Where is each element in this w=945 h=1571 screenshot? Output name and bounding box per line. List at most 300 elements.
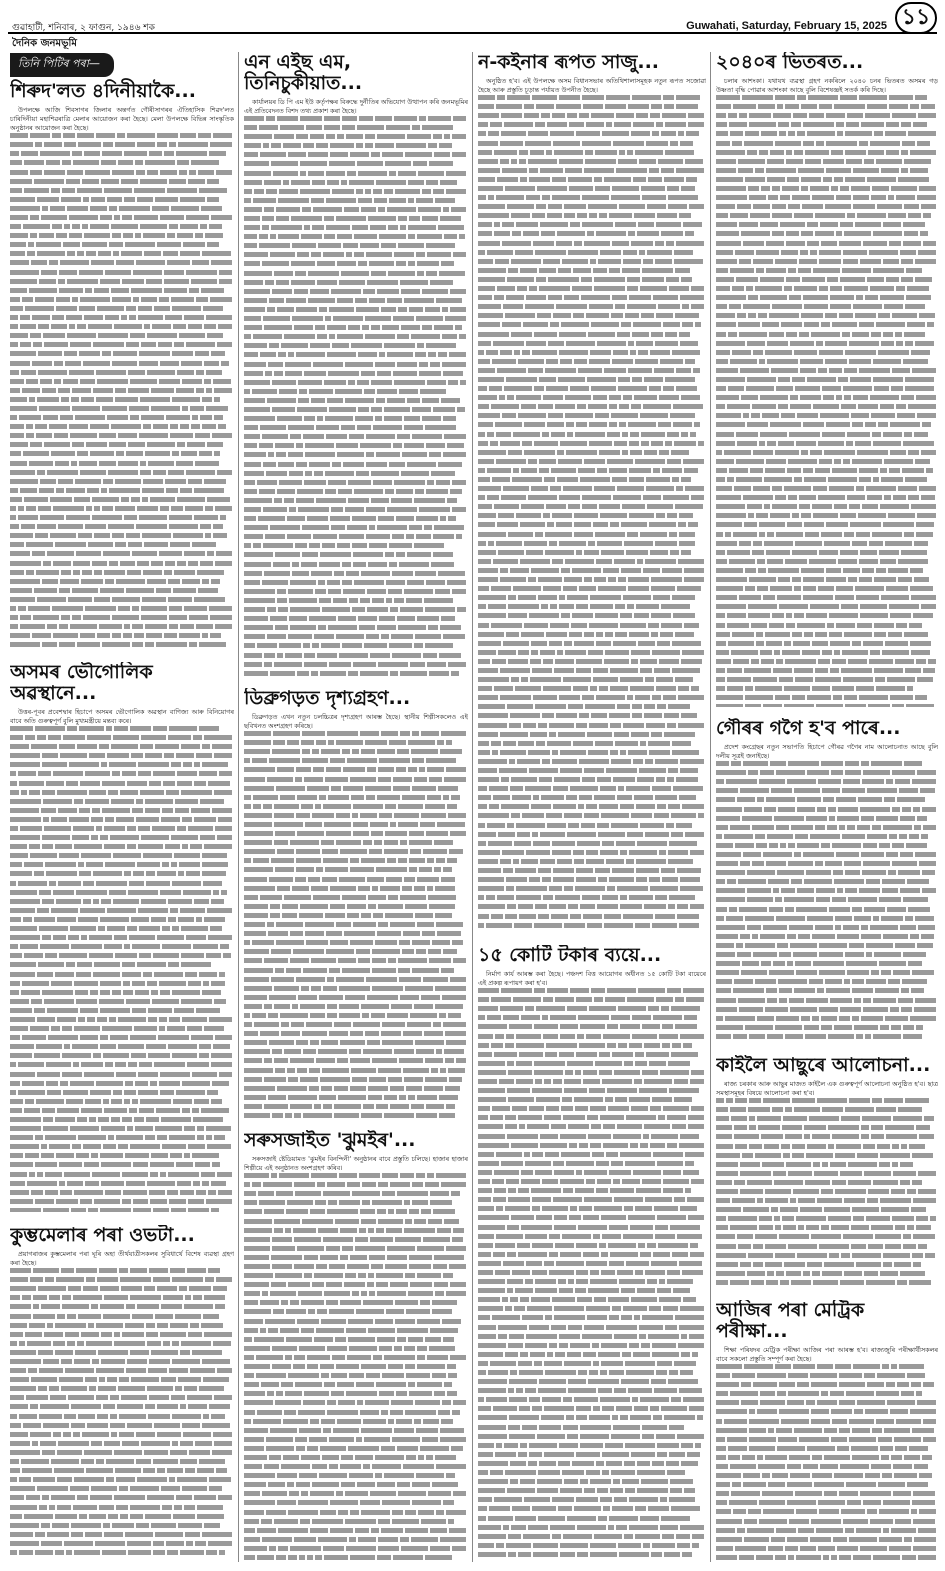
text-glyph-run [432, 1373, 446, 1378]
text-glyph-run [273, 562, 290, 567]
text-glyph-run [561, 322, 589, 327]
text-glyph-run [81, 935, 87, 940]
text-glyph-run [157, 133, 178, 138]
text-glyph-run [253, 804, 261, 809]
text-glyph-run [418, 1455, 424, 1460]
text-glyph-run [640, 668, 652, 673]
text-glyph-run [339, 1004, 359, 1009]
text-glyph-run [172, 881, 201, 886]
text-glyph-run [478, 377, 504, 382]
text-glyph-run [565, 395, 591, 400]
article-headline[interactable]: অসমৰ ভৌগোলিক অৱস্থানে... [10, 662, 153, 704]
text-glyph-run [564, 923, 585, 928]
text-glyph-run [378, 1537, 398, 1542]
text-glyph-run [670, 413, 695, 418]
text-glyph-run [204, 479, 226, 484]
text-glyph-run [609, 1315, 619, 1320]
text-glyph-run [431, 1068, 438, 1073]
text-glyph-run [682, 650, 704, 655]
text-glyph-run [124, 1090, 136, 1095]
text-glyph-run [559, 350, 588, 355]
text-glyph-run [10, 771, 16, 776]
text-glyph-run [423, 653, 437, 658]
text-glyph-run [651, 1134, 678, 1139]
text-glyph-run [44, 170, 65, 175]
text-glyph-run [596, 1161, 609, 1166]
article-headline[interactable]: শিৰুদ'লত ৪দিনীয়াকৈ... [10, 80, 196, 102]
text-glyph-run [662, 1043, 670, 1048]
text-glyph-run [356, 471, 369, 476]
text-glyph-run [570, 1206, 577, 1211]
text-glyph-run [416, 1049, 434, 1054]
text-glyph-run [532, 1206, 540, 1211]
text-glyph-run [327, 1004, 337, 1009]
text-glyph-run [292, 562, 299, 567]
text-glyph-run [340, 1228, 357, 1233]
text-glyph-run [21, 151, 38, 156]
text-glyph-run [29, 844, 40, 849]
text-glyph-run [167, 1468, 183, 1473]
text-glyph-run [445, 1058, 454, 1063]
text-glyph-run [311, 571, 332, 576]
text-glyph-run [576, 1243, 597, 1248]
text-glyph-run [244, 225, 260, 230]
text-glyph-run [77, 133, 94, 138]
text-glyph-run [147, 579, 166, 584]
text-glyph-run [631, 813, 652, 818]
text-glyph-run [609, 1170, 631, 1175]
text-glyph-run [441, 1182, 466, 1187]
text-glyph-run [685, 359, 695, 364]
article-headline[interactable]: সৰুসজাইত 'ঝুমইৰ'... [244, 1130, 416, 1151]
text-glyph-run [85, 288, 92, 293]
text-glyph-run [221, 361, 229, 366]
text-glyph-run [505, 313, 535, 318]
text-glyph-run [80, 297, 110, 302]
text-glyph-run [167, 1190, 178, 1195]
text-glyph-run [10, 908, 35, 913]
text-glyph-run [425, 607, 455, 612]
text-glyph-run [21, 370, 36, 375]
body-text-lines [478, 95, 706, 932]
text-glyph-run [397, 1328, 428, 1333]
text-glyph-run [69, 424, 88, 429]
article-headline[interactable]: ডিব্ৰুগড়ত দৃশ্যগ্ৰহণ... [244, 688, 411, 709]
text-glyph-run [442, 334, 457, 339]
text-glyph-run [437, 1228, 451, 1233]
text-glyph-run [132, 1008, 146, 1013]
text-glyph-run [599, 1070, 612, 1075]
text-glyph-run [689, 1406, 704, 1411]
text-glyph-run [152, 206, 169, 211]
text-glyph-run [140, 461, 146, 466]
text-glyph-run [212, 1450, 232, 1455]
text-glyph-run [301, 804, 313, 809]
text-glyph-run [160, 506, 169, 511]
text-glyph-run [19, 781, 44, 786]
text-glyph-run [546, 150, 552, 155]
text-glyph-run [361, 1364, 386, 1369]
text-glyph-run [683, 1397, 704, 1402]
text-glyph-run [265, 280, 274, 285]
text-glyph-run [503, 1261, 524, 1266]
text-glyph-run [478, 732, 498, 737]
text-glyph-run [654, 1388, 677, 1393]
text-glyph-run [78, 917, 98, 922]
text-glyph-run [366, 977, 397, 982]
text-glyph-run [309, 1437, 327, 1442]
text-glyph-run [543, 395, 563, 400]
text-glyph-run [615, 222, 636, 227]
text-glyph-run [419, 507, 450, 512]
text-glyph-run [358, 407, 369, 412]
text-glyph-run [312, 749, 319, 754]
text-glyph-run [10, 170, 28, 175]
text-glyph-run [172, 990, 200, 995]
text-glyph-run [404, 425, 423, 430]
text-glyph-run [214, 388, 232, 393]
text-glyph-run [408, 1095, 415, 1100]
text-glyph-run [540, 650, 555, 655]
text-glyph-run [252, 940, 274, 945]
text-glyph-run [281, 1382, 293, 1387]
text-glyph-run [285, 653, 302, 658]
text-glyph-run [63, 242, 80, 247]
text-glyph-run [160, 1172, 166, 1177]
text-glyph-run [62, 160, 71, 165]
text-glyph-run [564, 813, 582, 818]
text-glyph-run [305, 922, 334, 927]
text-glyph-run [114, 935, 127, 940]
text-glyph-run [428, 895, 456, 900]
text-glyph-run [296, 443, 303, 448]
text-glyph-run [34, 179, 64, 184]
text-glyph-run [598, 1388, 612, 1393]
text-glyph-run [163, 1341, 170, 1346]
text-glyph-run [194, 817, 216, 822]
text-glyph-run [404, 1228, 435, 1233]
text-glyph-run [429, 161, 453, 166]
text-glyph-run [579, 759, 609, 764]
text-glyph-run [271, 225, 302, 230]
text-glyph-run [419, 371, 441, 376]
text-glyph-run [29, 461, 53, 466]
text-glyph-run [433, 552, 453, 557]
text-glyph-run [244, 589, 275, 594]
body-text-lines [10, 1268, 234, 1560]
text-glyph-run [606, 122, 612, 127]
text-glyph-run [658, 422, 671, 427]
text-glyph-run [194, 488, 224, 493]
text-glyph-run [356, 143, 363, 148]
text-glyph-run [612, 868, 634, 873]
text-glyph-run [451, 795, 460, 800]
text-glyph-run [43, 1359, 59, 1364]
text-glyph-run [89, 1117, 96, 1122]
text-glyph-run [634, 1315, 640, 1320]
text-glyph-run [645, 559, 676, 564]
text-glyph-run [349, 1473, 373, 1478]
text-glyph-run [534, 386, 544, 391]
text-glyph-run [384, 416, 402, 421]
text-glyph-run [26, 1495, 40, 1500]
article-headline[interactable]: কুম্ভমেলাৰ পৰা ওভটা... [10, 1225, 195, 1246]
text-glyph-run [452, 589, 466, 594]
text-glyph-run [244, 767, 275, 772]
text-glyph-run [439, 143, 452, 148]
text-glyph-run [568, 704, 583, 709]
text-glyph-run [24, 160, 44, 165]
text-glyph-run [681, 550, 691, 555]
text-glyph-run [634, 395, 657, 400]
text-glyph-run [420, 1446, 449, 1451]
text-glyph-run [378, 904, 403, 909]
text-glyph-run [141, 735, 166, 740]
text-glyph-run [67, 251, 75, 256]
text-glyph-run [276, 940, 304, 945]
text-glyph-run [334, 1113, 359, 1118]
text-glyph-run [504, 1443, 518, 1448]
text-glyph-run [23, 917, 32, 922]
text-glyph-run [597, 823, 609, 828]
text-glyph-run [440, 625, 461, 630]
text-glyph-run [478, 432, 485, 437]
text-glyph-run [338, 489, 352, 494]
text-glyph-run [620, 804, 634, 809]
text-glyph-run [666, 241, 674, 246]
text-glyph-run [586, 122, 604, 127]
text-glyph-run [326, 931, 342, 936]
text-glyph-run [67, 1181, 83, 1186]
article-lead: ডিব্ৰুগড়ত এখন নতুন চলচ্চিত্ৰৰ দৃশ্যগ্ৰহণ আৰম্ভ হৈছে। স্থানীয় শিল্পীসকলেও এই ছবিখনত অংশগ্ৰহণ কৰিছে। [244, 712, 468, 730]
article-headline[interactable]: ন-কইনাৰ ৰূপত সাজু... [478, 52, 660, 73]
text-glyph-run [288, 425, 314, 430]
text-glyph-run [64, 1541, 93, 1546]
text-glyph-run [544, 1361, 562, 1366]
text-glyph-run [276, 922, 303, 927]
text-glyph-run [412, 1482, 430, 1487]
text-glyph-run [219, 1550, 225, 1555]
text-glyph-run [142, 488, 164, 493]
text-glyph-run [20, 342, 31, 347]
text-glyph-run [21, 1459, 49, 1464]
text-glyph-run [629, 1043, 642, 1048]
text-glyph-run [10, 297, 20, 302]
text-glyph-run [290, 1058, 314, 1063]
article-headline[interactable]: এন এইছ এম, তিনিচুকীয়াত... [244, 52, 363, 94]
text-glyph-run [564, 204, 586, 209]
text-glyph-run [679, 1261, 702, 1266]
text-glyph-run [667, 186, 679, 191]
text-glyph-run [10, 862, 22, 867]
text-glyph-run [553, 1197, 582, 1202]
text-glyph-run [564, 886, 573, 891]
text-glyph-run [120, 790, 138, 795]
text-glyph-run [553, 313, 571, 318]
text-glyph-run [623, 723, 644, 728]
article-headline[interactable]: ১৫ কোটি টকাৰ ব্যয়ে... [478, 945, 662, 966]
text-glyph-run [478, 1215, 509, 1220]
text-glyph-run [606, 859, 624, 864]
text-glyph-run [87, 488, 99, 493]
text-glyph-run [10, 533, 33, 538]
text-glyph-run [338, 1095, 366, 1100]
text-glyph-run [521, 1179, 540, 1184]
text-glyph-run [579, 113, 589, 118]
text-glyph-run [541, 604, 548, 609]
text-glyph-run [173, 533, 203, 538]
text-glyph-run [244, 434, 260, 439]
text-glyph-run [564, 213, 575, 218]
text-glyph-run [532, 213, 545, 218]
text-glyph-run [676, 104, 698, 109]
text-glyph-run [445, 1086, 460, 1091]
text-glyph-run [613, 495, 641, 500]
text-glyph-run [521, 1170, 533, 1175]
text-glyph-run [57, 1450, 82, 1455]
text-glyph-run [673, 422, 692, 427]
text-glyph-run [572, 286, 592, 291]
text-glyph-run [568, 1379, 586, 1384]
text-glyph-run [37, 908, 49, 913]
text-glyph-run [329, 662, 351, 667]
text-glyph-run [277, 886, 290, 891]
text-glyph-run [10, 935, 40, 940]
text-glyph-run [346, 1328, 366, 1333]
text-glyph-run [446, 767, 466, 772]
text-glyph-run [80, 1008, 98, 1013]
text-glyph-run [110, 1423, 125, 1428]
text-glyph-run [180, 1404, 186, 1409]
text-glyph-run [114, 1495, 145, 1500]
text-glyph-run [129, 1108, 137, 1113]
text-glyph-run [357, 425, 371, 430]
text-glyph-run [150, 1162, 174, 1167]
text-glyph-run [575, 1288, 586, 1293]
text-glyph-run [667, 988, 681, 993]
text-glyph-run [218, 817, 232, 822]
text-glyph-run [426, 1104, 444, 1109]
text-glyph-run [93, 871, 122, 876]
text-glyph-run [206, 1126, 231, 1131]
text-glyph-run [90, 1495, 112, 1500]
text-glyph-run [377, 389, 397, 394]
text-glyph-run [311, 1173, 337, 1178]
text-glyph-run [507, 1488, 535, 1493]
text-glyph-run [176, 461, 193, 466]
text-glyph-run [390, 1086, 404, 1091]
text-glyph-run [424, 525, 432, 530]
text-glyph-run [668, 859, 693, 864]
text-glyph-run [280, 1328, 299, 1333]
text-glyph-run [554, 1215, 567, 1220]
text-glyph-run [598, 832, 625, 837]
text-glyph-run [127, 1359, 147, 1364]
text-glyph-run [317, 280, 337, 285]
text-glyph-run [544, 1079, 551, 1084]
text-glyph-run [622, 268, 640, 273]
text-glyph-run [611, 413, 638, 418]
text-glyph-run [478, 268, 506, 273]
text-glyph-run [271, 143, 281, 148]
text-glyph-run [669, 1452, 685, 1457]
text-glyph-run [553, 786, 568, 791]
text-glyph-run [519, 914, 536, 919]
text-glyph-run [501, 113, 522, 118]
text-glyph-run [600, 786, 616, 791]
text-glyph-run [244, 1400, 273, 1405]
text-glyph-run [569, 186, 593, 191]
text-glyph-run [685, 832, 704, 837]
text-glyph-run [180, 908, 205, 913]
text-glyph-run [426, 243, 455, 248]
text-glyph-run [299, 1555, 305, 1560]
text-glyph-run [492, 750, 498, 755]
text-glyph-run [414, 643, 423, 648]
text-glyph-run [663, 322, 680, 327]
text-glyph-run [330, 886, 356, 891]
text-glyph-run [518, 1188, 529, 1193]
text-glyph-run [590, 1106, 606, 1111]
text-glyph-run [277, 489, 295, 494]
text-glyph-run [244, 995, 267, 1000]
text-glyph-run [478, 1088, 505, 1093]
text-glyph-run [643, 568, 660, 573]
text-glyph-run [419, 767, 425, 772]
text-glyph-run [320, 552, 351, 557]
text-glyph-run [57, 790, 87, 795]
text-glyph-run [649, 522, 676, 527]
text-glyph-run [202, 397, 212, 402]
text-glyph-run [205, 233, 223, 238]
text-glyph-run [488, 195, 494, 200]
text-glyph-run [375, 1473, 382, 1478]
text-glyph-run [244, 758, 250, 763]
text-glyph-run [165, 561, 175, 566]
text-glyph-run [497, 95, 505, 100]
text-glyph-run [127, 1126, 133, 1131]
text-glyph-run [524, 541, 547, 546]
text-glyph-run [563, 1115, 585, 1120]
text-glyph-run [566, 1161, 594, 1166]
text-glyph-run [143, 972, 152, 977]
text-glyph-run [453, 1228, 464, 1233]
text-glyph-run [244, 740, 271, 745]
text-glyph-run [196, 1008, 220, 1013]
text-glyph-run [636, 1188, 661, 1193]
text-glyph-run [219, 972, 225, 977]
text-glyph-run [270, 252, 295, 257]
text-glyph-run [70, 926, 96, 931]
text-glyph-run [691, 495, 704, 500]
text-glyph-run [169, 224, 178, 229]
text-glyph-run [586, 1179, 595, 1184]
text-glyph-run [244, 152, 258, 157]
text-glyph-run [98, 333, 128, 338]
text-glyph-run [499, 768, 527, 773]
text-glyph-run [582, 222, 613, 227]
text-glyph-run [51, 817, 67, 822]
text-glyph-run [260, 895, 282, 900]
text-glyph-run [375, 116, 392, 121]
article-body [10, 1250, 234, 1550]
text-glyph-run [180, 424, 189, 429]
text-glyph-run [257, 1410, 282, 1415]
text-glyph-run [288, 452, 303, 457]
text-glyph-run [59, 1162, 82, 1167]
text-glyph-run [214, 415, 223, 420]
text-glyph-run [478, 604, 486, 609]
